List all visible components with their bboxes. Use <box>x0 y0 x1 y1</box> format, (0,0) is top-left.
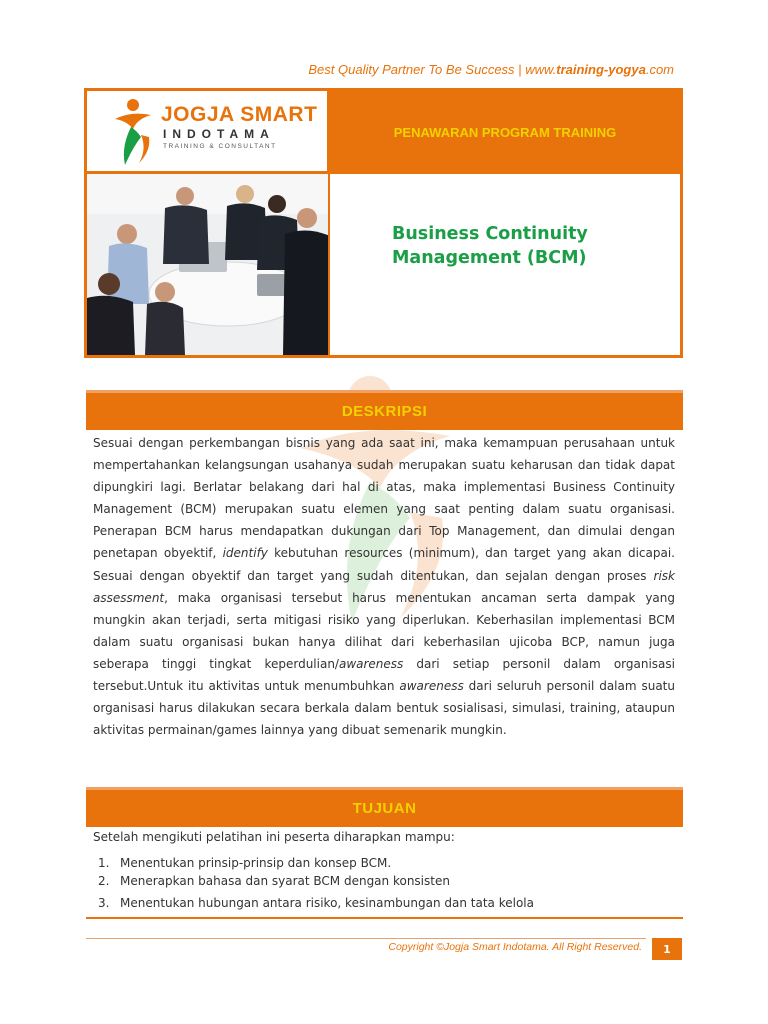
section-goals-title: TUJUAN <box>352 800 417 817</box>
program-banner <box>330 91 680 174</box>
logo-name: JOGJA SMART <box>161 103 318 126</box>
goals-list <box>98 856 534 914</box>
website-link[interactable]: www.training-yogya.com <box>525 62 674 77</box>
list-item: 1. Menentukan prinsip-prinsip dan konsep BCM. <box>98 856 392 870</box>
page-number: 1 <box>652 938 682 960</box>
section-goals-header <box>86 787 683 827</box>
footer-divider <box>86 917 683 919</box>
header-tagline <box>308 62 674 77</box>
tagline-text: Best Quality Partner To Be Success <box>308 62 515 77</box>
section-description-title: DESKRIPSI <box>341 403 428 420</box>
description-text: Sesuai dengan perkembangan bisnis yang ada saat ini, maka kemampuan perusahaan untuk mempertahankan kelangsungan usahanya sudah merupakan suatu keharusan dan tidak dapat dipungkiri lagi. Berlatar belakang dari hal di atas, maka implementasi Business Continuity Management (BCM) merupakan suatu elemen yang saat penting dalam suatu organisasi. Penerapan BCM harus mendapatkan dukungan dari Top Management, dan dimulai dengan penetapan obyektif, identify kebutuhan resources (minimum), dan target yang akan dicapai. Sesuai dengan obyektif dan target yang sudah ditentukan, dan sejalan dengan proses risk assessment, maka organisasi tersebut harus menentukan ancaman serta dampak yang mungkin akan terjadi, serta mitigasi risiko yang diperlukan. Keberhasilan implementasi BCM dalam suatu organisasi bukan hanya dilihat dari keberhasilan ujicoba BCP, namun juga seberapa tinggi tingkat keperdulian/awareness dari setiap personil dalam organisasi tersebut.Untuk itu aktivitas untuk menumbuhkan awareness dari seluruh personil dalam suatu organisasi harus dilakukan secara berkala dalam bentuk sosialisasi, simulasi, training, ataupun aktivitas permainan/games lainnya yang dibuat semenarik mungkin. <box>93 436 675 738</box>
logo <box>87 91 330 174</box>
section-description-header <box>86 390 683 430</box>
list-item: 2. Menerapkan bahasa dan syarat BCM dengan konsisten <box>98 874 450 888</box>
title-area <box>332 174 680 355</box>
header-box <box>84 88 683 358</box>
logo-figure-icon <box>111 97 159 169</box>
course-title <box>392 222 588 270</box>
banner-label: PENAWARAN PROGRAM TRAINING <box>393 125 617 140</box>
logo-sub: INDOTAMA <box>163 127 275 141</box>
list-item: 3. Menentukan hubungan antara risiko, kesinambungan dan tata kelola <box>98 896 534 910</box>
footer-line <box>86 938 646 939</box>
goals-intro: Setelah mengikuti pelatihan ini peserta diharapkan mampu: <box>93 830 455 844</box>
course-title-line1: Business Continuity <box>392 224 588 244</box>
logo-tag: TRAINING & CONSULTANT <box>163 143 277 150</box>
copyright-text: Copyright ©Jogja Smart Indotama. All Right Reserved. <box>388 941 642 953</box>
course-title-line2: Management (BCM) <box>392 248 587 268</box>
meeting-photo <box>87 174 330 355</box>
tagline-separator: | <box>518 62 522 77</box>
